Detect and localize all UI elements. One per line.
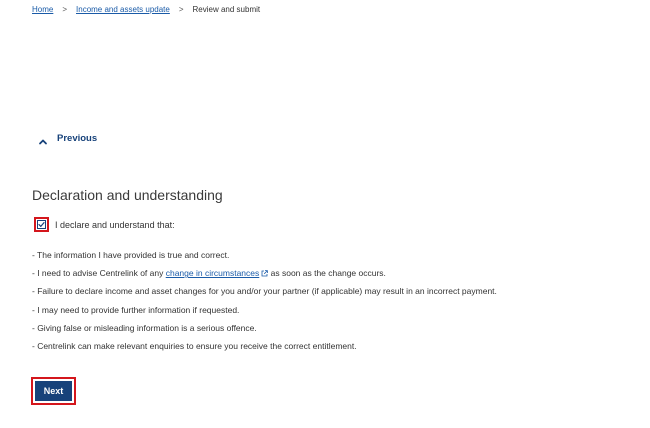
change-in-circumstances-link[interactable] xyxy=(166,268,269,278)
declaration-item: - Failure to declare income and asset changes for you and/or your partner (if applicable) may result in an incorrect payment. xyxy=(32,286,497,297)
declaration-checkbox-label[interactable]: I declare and understand that: xyxy=(55,219,175,230)
checkmark-icon xyxy=(38,221,45,228)
chevron-up-icon xyxy=(38,134,48,144)
declaration-list xyxy=(32,250,497,359)
breadcrumb-income-assets-link[interactable]: Income and assets update xyxy=(76,5,170,14)
declaration-item: - Giving false or misleading information is a serious offence. xyxy=(32,322,257,333)
next-button-highlight xyxy=(31,377,76,405)
declaration-item: - Centrelink can make relevant enquiries to ensure you receive the correct entitlement. xyxy=(32,340,357,351)
breadcrumb-separator: > xyxy=(178,5,184,14)
declaration-item: - The information I have provided is true and correct. xyxy=(32,250,230,260)
breadcrumb-home-link[interactable]: Home xyxy=(32,5,54,14)
declaration-checkbox[interactable] xyxy=(34,217,49,232)
declaration-checkbox-row xyxy=(34,217,175,232)
previous-button[interactable] xyxy=(38,133,97,144)
next-button[interactable]: Next xyxy=(35,381,72,401)
breadcrumb xyxy=(32,5,260,15)
previous-label: Previous xyxy=(57,133,98,144)
change-in-circumstances-link-text: change in circumstances xyxy=(165,268,260,279)
declaration-heading: Declaration and understanding xyxy=(32,187,223,203)
checkbox-box xyxy=(37,220,46,229)
declaration-item xyxy=(32,268,497,278)
declaration-item-suffix: as soon as the change occurs. xyxy=(268,268,386,279)
declaration-item: - I may need to provide further information if requested. xyxy=(32,304,240,315)
declaration-item-prefix: - I need to advise Centrelink of any xyxy=(32,268,166,279)
breadcrumb-current: Review and submit xyxy=(192,5,261,14)
breadcrumb-separator: > xyxy=(62,5,68,14)
